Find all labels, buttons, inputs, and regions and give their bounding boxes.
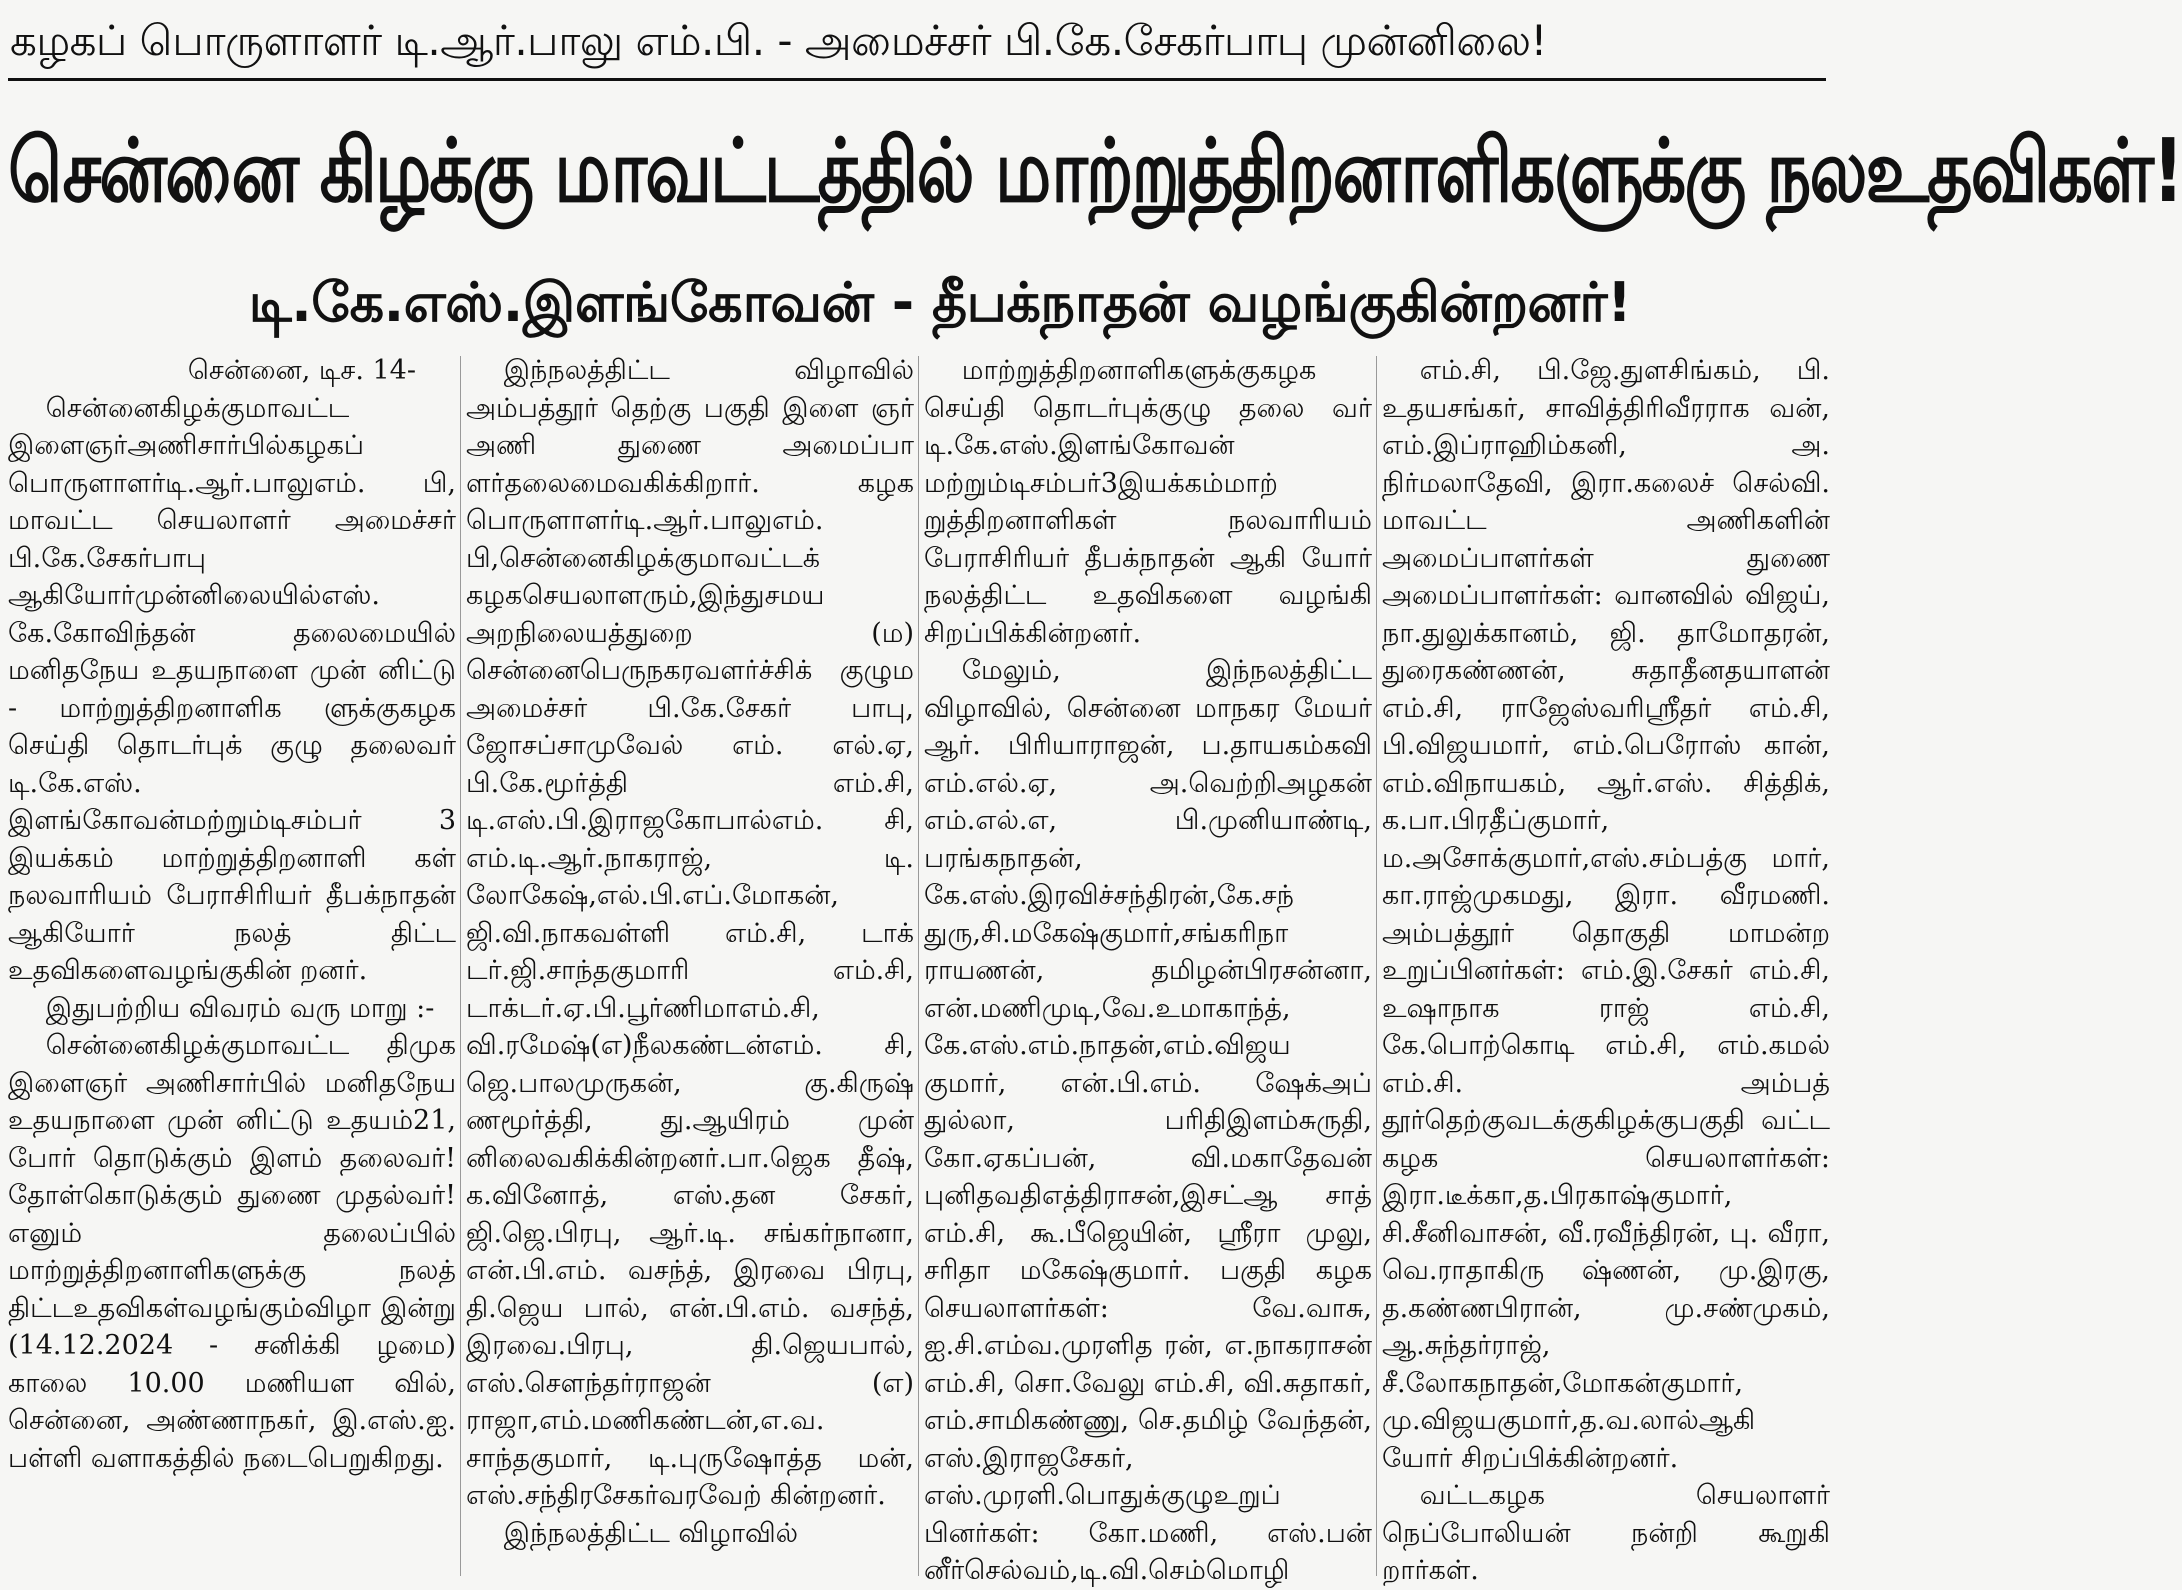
article-column-4: [1382, 352, 1830, 1584]
article-body: [8, 352, 1830, 1584]
article-column-2: [466, 352, 914, 1584]
paragraph: மேலும், இந்நலத்திட்ட விழாவில், சென்னை மாநகர மேயர் ஆர். பிரியாராஜன், ப.தாயகம்கவி எம்.எல்.ஏ, அ.வெற்றிஅழகன் எம்.எல்.எ, பி.முனியாண்டி, பரங்கநாதன், கே.எஸ்.இரவிச்சந்திரன்,கே.சந் துரு,சி.மகேஷ்குமார்,சங்கரிநா ராயணன், தமிழன்பிரசன்னா, என்.மணிமுடி,வே.உமாகாந்த், கே.எஸ்.எம்.நாதன்,எம்.விஜய குமார், என்.பி.எம். ஷேக்அப் துல்லா, பரிதிஇளம்சுருதி, கோ.ஏகப்பன், வி.மகாதேவன் புனிதவதிஎத்திராசன்,இசட்ஆ சாத் எம்.சி, கூ.பீஜெயின், ஸ்ரீரா முலு, சரிதா மகேஷ்குமார். பகுதி கழக செயலாளர்கள்: வே.வாசு, ஐ.சி.எம்வ.முரளித ரன், எ.நாகராசன் எம்.சி, சொ.வேலு எம்.சி, வி.சுதாகர், எம்.சாமிகண்ணு, செ.தமிழ் வேந்தன், எஸ்.இராஜசேகர், எஸ்.முரளி.பொதுக்குழுஉறுப் பினர்கள்: கோ.மணி, எஸ்.பன் னீர்செல்வம்,டி.வி.செம்மொழி: [924, 655, 1373, 1586]
paragraph: மாற்றுத்திறனாளிகளுக்குகழக செய்தி தொடர்புக்குழு தலை வர் டி.கே.எஸ்.இளங்கோவன் மற்றும்டிசம்பர்3இயக்கம்மாற் றுத்திறனாளிகள் நலவாரியம் பேராசிரியர் தீபக்நாதன் ஆகி யோர் நலத்திட்ட உதவிகளை வழங்கி சிறப்பிக்கின்றனர்.: [924, 355, 1372, 649]
paragraph: இதுபற்றிய விவரம் வரு மாறு :-: [45, 992, 435, 1024]
paragraph: எம்.சி, பி.ஜே.துளசிங்கம், பி. உதயசங்கர், சாவித்திரிவீரராக வன், எம்.இப்ராஹிம்கனி, அ. நிர்மலாதேவி, இரா.கலைச் செல்வி. மாவட்ட அணிகளின் அமைப்பாளர்கள் துணை அமைப்பாளர்கள்: வானவில் விஜய், நா.துலுக்கானம், ஜி. தாமோதரன், துரைகண்ணன், சுதாதீனதயாளன் எம்.சி, ராஜேஸ்வரிஸ்ரீதர் எம்.சி, பி.விஜயமார், எம்.பெரோஸ் கான், எம்.விநாயகம், ஆர்.எஸ். சித்திக், க.பா.பிரதீப்குமார், ம.அசோக்குமார்,எஸ்.சம்பத்கு மார், கா.ராஜ்முகமது, இரா. வீரமணி. அம்பத்தூர் தொகுதி மாமன்ற உறுப்பினர்கள்: எம்.இ.சேகர் எம்.சி, உஷாநாக ராஜ் எம்.சி, கே.பொற்கொடி எம்.சி, எம்.கமல் எம்.சி. அம்பத் தூர்தெற்குவடக்குகிழக்குபகுதி வட்ட கழக செயலாளர்கள்: இரா.டீக்கா,த.பிரகாஷ்குமார், சி.சீனிவாசன், வீ.ரவீந்திரன், பு. வீரா, வெ.ராதாகிரு ஷ்ணன், மு.இரகு, த.கண்ணபிரான், மு.சண்முகம், ஆ.சுந்தர்ராஜ், சீ.லோகநாதன்,மோகன்குமார், மு.விஜயகுமார்,த.வ.லால்ஆகி யோர் சிறப்பிக்கின்றனர்.: [1382, 355, 1830, 1474]
paragraph: சென்னைகிழக்குமாவட்ட திமுக இளைஞர் அணிசார்பில் மனிதநேய உதயநாளை முன் னிட்டு உதயம்21, போர் தொடுக்கும் இளம் தலைவர்! தோள்கொடுக்கும் துணை முதல்வர்! எனும் தலைப்பில் மாற்றுத்திறனாளிகளுக்கு நலத் திட்டஉதவிகள்வழங்கும்விழா இன்று (14.12.2024 - சனிக்கி ழமை) காலை 10.00 மணியள வில், சென்னை, அண்ணாநகர், இ.எஸ்.ஐ. பள்ளி வளாகத்தில் நடைபெறுகிறது.: [8, 1030, 456, 1474]
headline: சென்னை கிழக்கு மாவட்டத்தில் மாற்றுத்திறனாளிகளுக்கு நலஉதவிகள்!: [8, 119, 2182, 223]
paragraph: இந்நலத்திட்ட விழாவில்: [503, 1517, 799, 1549]
subheadline: டி.கே.எஸ்.இளங்கோவன் - தீபக்நாதன் வழங்குகின்றனர்!: [248, 271, 1632, 334]
paragraph: இந்நலத்திட்ட விழாவில் அம்பத்தூர் தெற்கு பகுதி இளை ஞர் அணி துணை அமைப்பா ளர்தலைமைவகிக்கிறார். கழக பொருளாளர்டி.ஆர்.பாலுஎம். பி,சென்னைகிழக்குமாவட்டக் கழகசெயலாளரும்,இந்துசமய அறநிலையத்துறை (ம) சென்னைபெருநகரவளர்ச்சிக் குழும அமைச்சர் பி.கே.சேகர் பாபு, ஜோசப்சாமுவேல் எம். எல்.ஏ, பி.கே.மூர்த்தி எம்.சி, டி.எஸ்.பி.இராஜகோபால்எம். சி, எம்.டி.ஆர்.நாகராஜ், டி. லோகேஷ்,எல்.பி.எப்.மோகன், ஜி.வி.நாகவள்ளி எம்.சி, டாக் டர்.ஜி.சாந்தகுமாரி எம்.சி, டாக்டர்.ஏ.பி.பூர்ணிமாஎம்.சி, வி.ரமேஷ்(எ)நீலகண்டன்எம். சி, ஜெ.பாலமுருகன், கு.கிருஷ் ணமூர்த்தி, து.ஆயிரம் முன் னிலைவகிக்கின்றனர்.பா.ஜெக தீஷ், க.வினோத், எஸ்.தன சேகர், ஜி.ஜெ.பிரபு, ஆர்.டி. சங்கர்நானா, என்.பி.எம். வசந்த், இரவை பிரபு, தி.ஜெய பால், என்.பி.எம். வசந்த், இரவை.பிரபு, தி.ஜெயபால், எஸ்.சௌந்தர்ராஜன் (எ) ராஜா,எம்.மணிகண்டன்,எ.வ. சாந்தகுமார், டி.புருஷோத்த மன், எஸ்.சந்திரசேகர்வரவேற் கின்றனர்.: [466, 355, 914, 1511]
paragraph: சென்னைகிழக்குமாவட்ட இளைஞர்அணிசார்பில்கழகப் பொருளாளர்டி.ஆர்.பாலுஎம். பி, மாவட்ட செயலாளர் அமைச்சர் பி.கே.சேகர்பாபு ஆகியோர்முன்னிலையில்எஸ். கே.கோவிந்தன் தலைமையில் மனிதநேய உதயநாளை முன் னிட்டு - மாற்றுத்திறனாளிக ளுக்குகழக செய்தி தொடர்புக் குழு தலைவர் டி.கே.எஸ். இளங்கோவன்மற்றும்டிசம்பர் 3 இயக்கம் மாற்றுத்திறனாளி கள் நலவாரியம் பேராசிரியர் தீபக்நாதன் ஆகியோர் நலத் திட்ட உதவிகளைவழங்குகின் றனர்.: [8, 392, 456, 986]
paragraph: வட்டகழக செயலாளர் நெப்போலியன் நன்றி கூறுகி றார்கள்.: [1382, 1480, 1830, 1586]
kicker-line: கழகப் பொருளாளர் டி.ஆர்.பாலு எம்.பி. - அமைச்சர் பி.கே.சேகர்பாபு முன்னிலை!: [10, 16, 1547, 65]
article-column-1: [8, 352, 456, 1584]
article-column-3: [924, 352, 1372, 1584]
dateline: சென்னை, டிச. 14-: [187, 355, 416, 386]
